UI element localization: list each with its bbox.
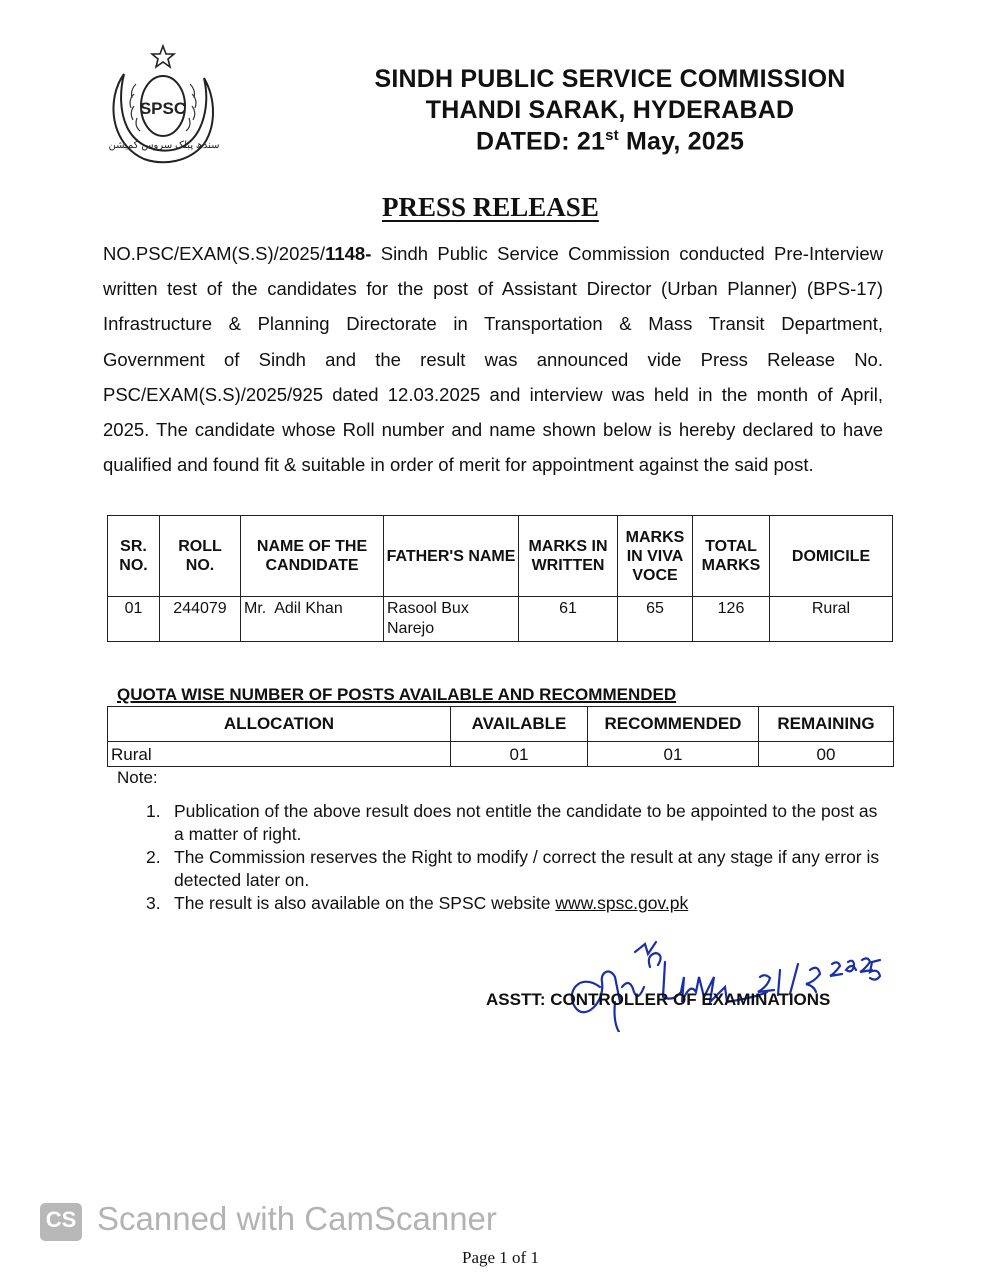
result-table-header [108, 516, 893, 597]
result-table [107, 515, 893, 642]
document-title: PRESS RELEASE [382, 192, 599, 222]
signatory-title: ASSTT: CONTROLLER OF EXAMINATIONS [486, 990, 831, 1009]
cell-remaining: 00 [759, 742, 894, 767]
camscanner-watermark: Scanned with CamScanner [97, 1200, 497, 1237]
col-recommended: RECOMMENDED [588, 707, 759, 742]
note-item: 1. Publication of the above result does not entitle the candidate to be appointed to the post as a matter of right. [146, 801, 878, 844]
note-item: 2. The Commission reserves the Right to modify / correct the result at any stage if any error is detected later on. [146, 847, 880, 890]
cell-name: Mr. Adil Khan [241, 597, 384, 642]
org-address: THANDI SARAK, HYDERABAD [425, 96, 795, 124]
signature-icon [560, 932, 930, 1032]
col-remaining: REMAINING [759, 707, 894, 742]
cell-sr: 01 [108, 597, 160, 642]
cell-father: Rasool Bux Narejo [384, 597, 519, 642]
cell-total: 126 [693, 597, 770, 642]
camscanner-logo-icon: CS [40, 1203, 82, 1241]
note-item: 3. The result is also available on the SPSC website www.spsc.gov.pk [146, 893, 689, 913]
cell-recommended: 01 [588, 742, 759, 767]
table-row [108, 597, 893, 642]
col-marks-viva: MARKS IN VIVA VOCE [618, 516, 693, 597]
svg-text:SPSC: SPSC [139, 99, 187, 118]
org-name: SINDH PUBLIC SERVICE COMMISSION [374, 65, 846, 93]
spsc-logo [104, 44, 222, 168]
col-available: AVAILABLE [451, 707, 588, 742]
quota-title: QUOTA WISE NUMBER OF POSTS AVAILABLE AND RECOMMENDED [117, 685, 677, 704]
press-release-body: NO.PSC/EXAM(S.S)/2025/1148- Sindh Public Service Commission conducted Pre-Interview written test of the candidates for the post of Assistant Director (Urban Planner) (BPS-17) Infrastructure & Planning Directorate in Transportation & Mass Transit Department, Government of Sindh and the result was announced vide Press Release No. PSC/EXAM(S.S)/2025/925 dated 12.03.2025 and interview was held in the month of April, 2025. The candidate whose Roll number and name shown below is hereby declared to have qualified and found fit & suitable in order of merit for appointment against the said post. [103, 243, 883, 476]
cell-allocation: Rural [108, 742, 451, 767]
table-row [108, 742, 894, 767]
col-sr-no: SR. NO. [108, 516, 160, 597]
col-marks-written: MARKS IN WRITTEN [519, 516, 618, 597]
notes-list [146, 800, 888, 915]
cell-domicile: Rural [770, 597, 893, 642]
col-total-marks: TOTAL MARKS [693, 516, 770, 597]
col-father-name: FATHER'S NAME [384, 516, 519, 597]
svg-text:سندھ پبلک سروس کمیشن: سندھ پبلک سروس کمیشن [108, 140, 220, 151]
quota-table [107, 706, 894, 767]
document-date: DATED: 21st May, 2025 [475, 127, 745, 156]
cell-available: 01 [451, 742, 588, 767]
note-label: Note: [117, 768, 158, 787]
cell-roll: 244079 [160, 597, 241, 642]
col-domicile: DOMICILE [770, 516, 893, 597]
page-number: Page 1 of 1 [462, 1248, 539, 1267]
col-roll-no: ROLL NO. [160, 516, 241, 597]
spsc-website-link[interactable]: www.spsc.gov.pk [555, 893, 689, 913]
cell-viva: 65 [618, 597, 693, 642]
col-allocation: ALLOCATION [108, 707, 451, 742]
cell-written: 61 [519, 597, 618, 642]
quota-table-header [108, 707, 894, 742]
col-candidate-name: NAME OF THE CANDIDATE [241, 516, 384, 597]
